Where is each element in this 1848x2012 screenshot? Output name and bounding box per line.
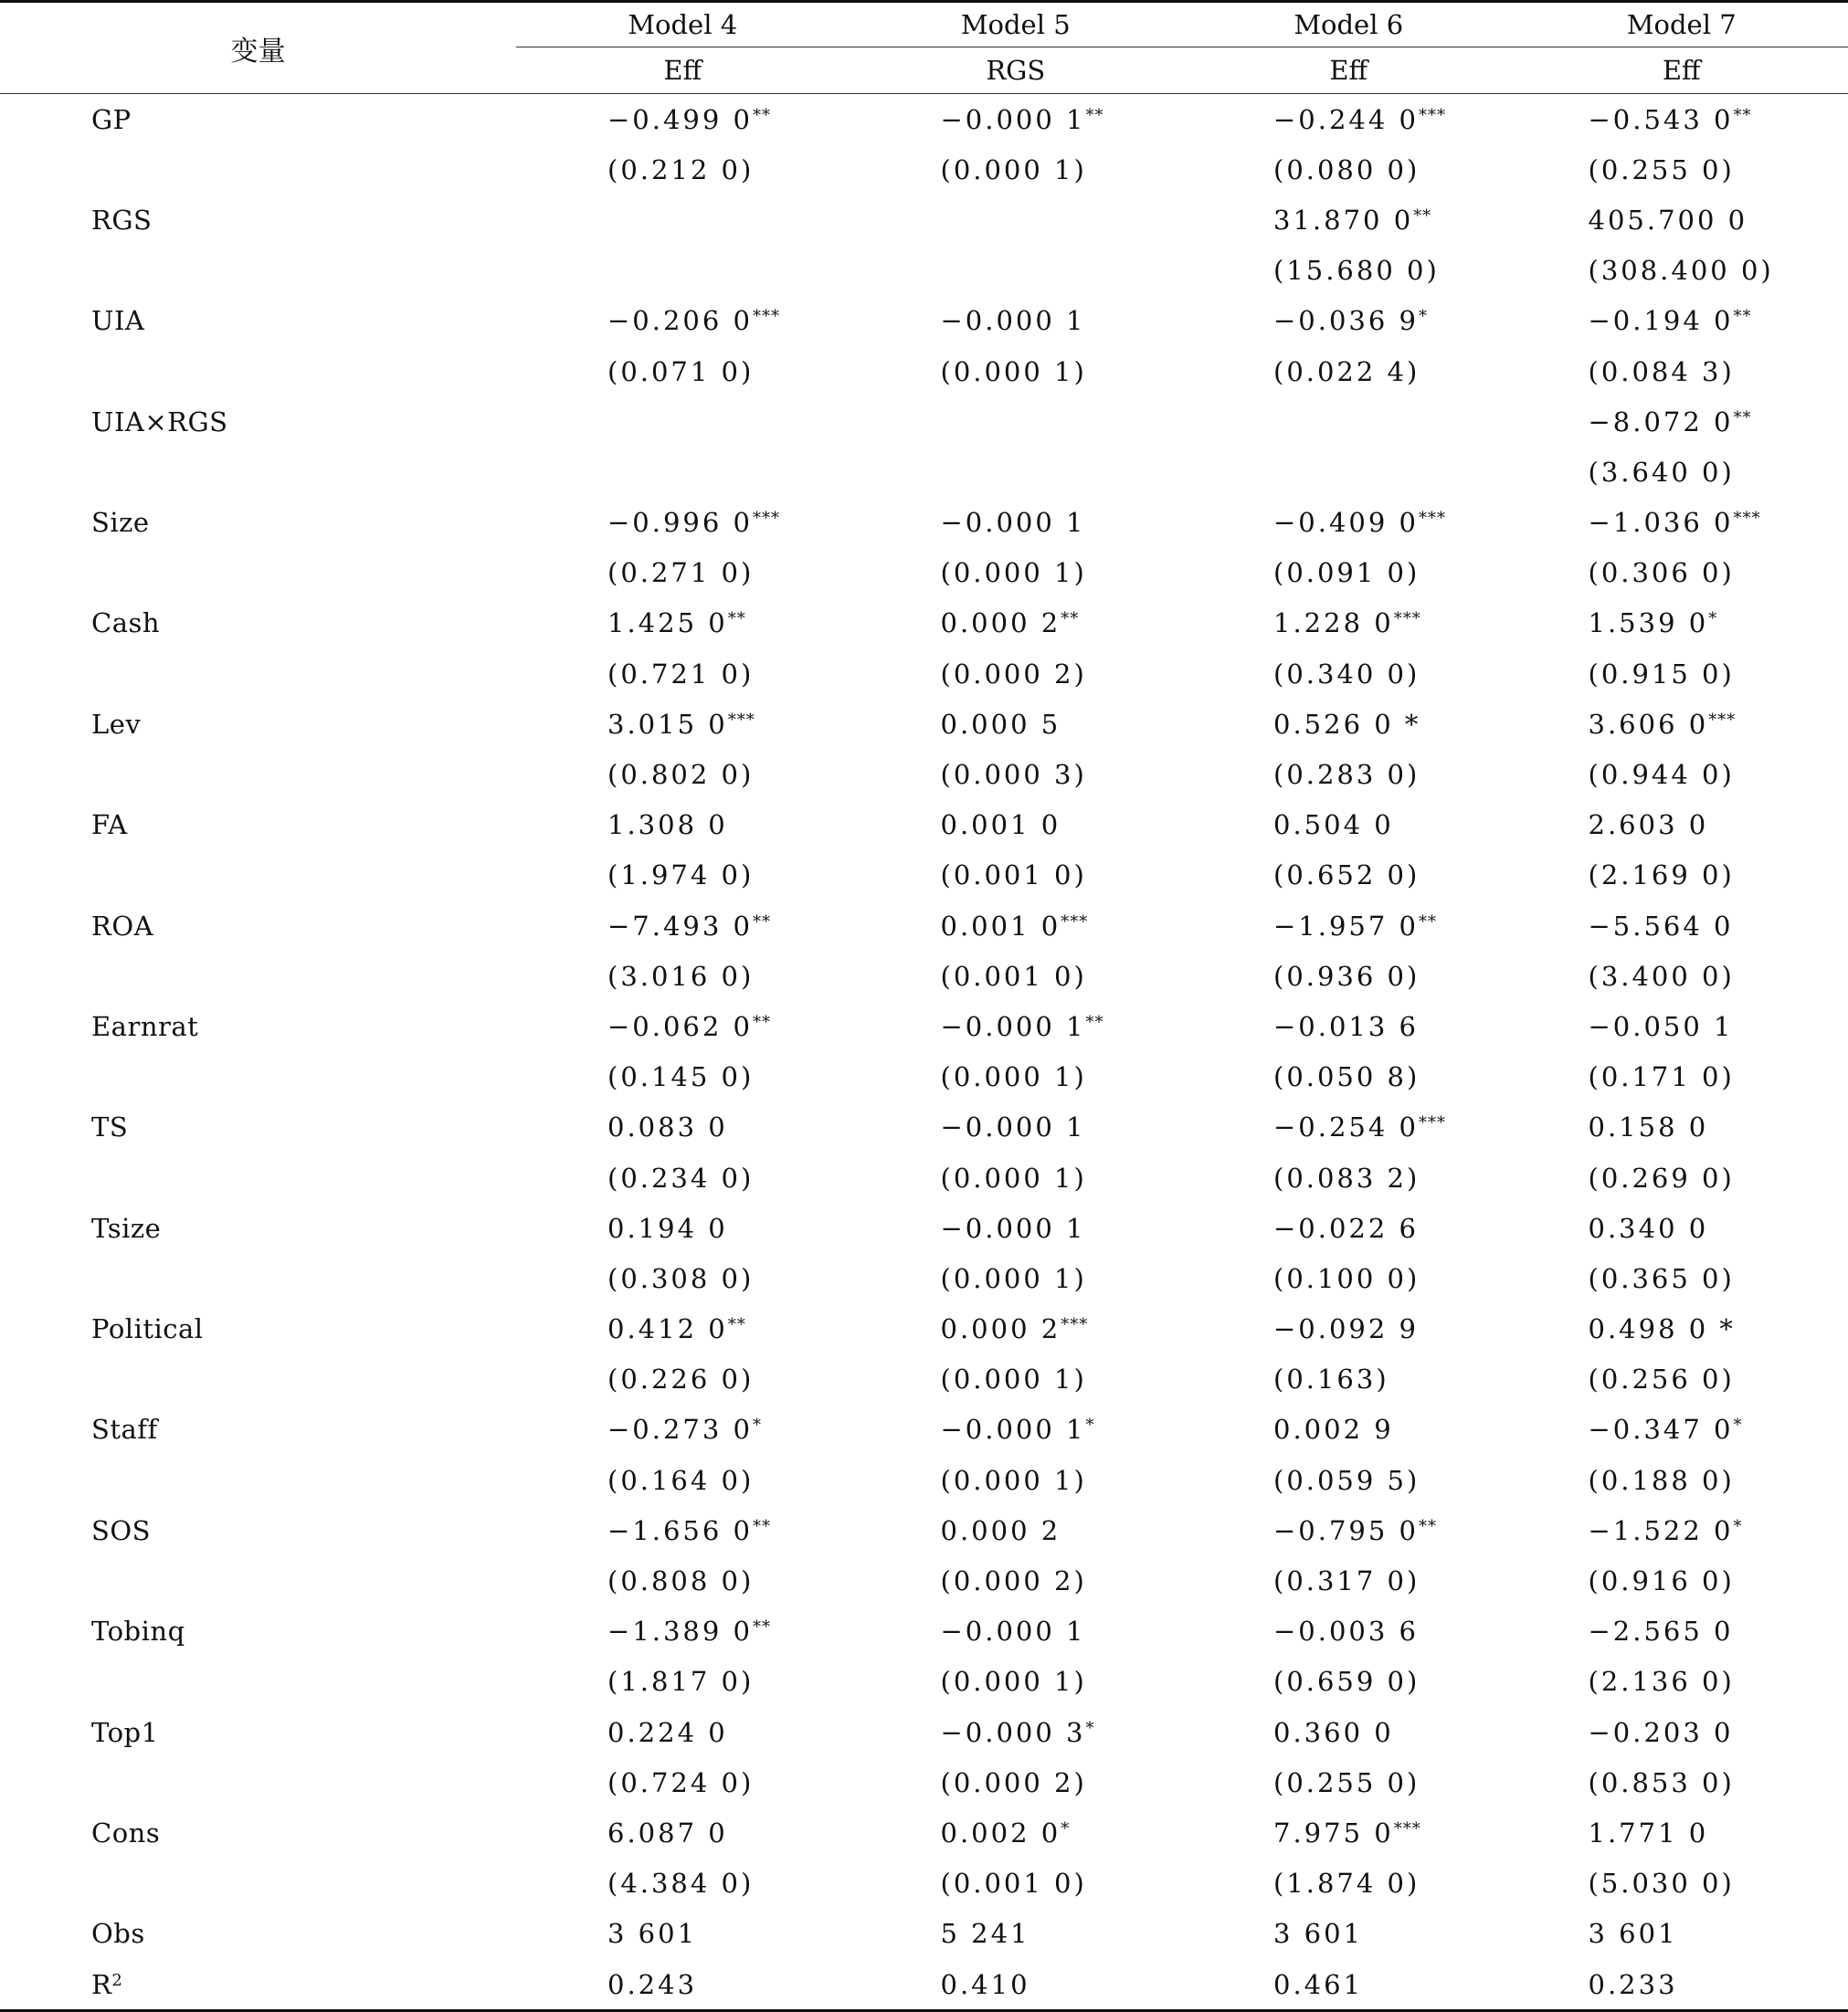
significance-stars: *** [1393,609,1421,629]
variable-name-cell: GP [91,103,132,135]
coefficient-cell: 3 601 [1588,1918,1678,1950]
significance-stars: ** [1419,911,1437,932]
coefficient-cell: 1.771 0 [1588,1817,1709,1849]
coefficient-cell: (0.000 3) [940,759,1087,791]
coefficient-cell: 3.015 0*** [607,708,755,740]
table-row [0,346,1848,396]
coefficient-cell: (0.000 1) [940,1162,1087,1194]
variable-name-cell: TS [91,1111,129,1143]
variable-name-cell: Cons [91,1817,161,1849]
coefficient-cell: (0.365 0) [1588,1262,1735,1294]
table-row [0,1757,1848,1807]
coefficient-cell: (0.080 0) [1273,153,1420,185]
significance-stars: ** [1061,609,1080,629]
significance-stars: *** [1061,911,1089,932]
significance-stars: *** [1061,1315,1089,1335]
significance-stars: * [1085,1718,1095,1738]
coefficient-cell: −0.000 1 [940,507,1086,539]
variable-name-cell: Staff [91,1414,158,1446]
coefficient-cell: −0.254 0*** [1273,1111,1446,1143]
significance-stars: *** [1393,1818,1421,1838]
coefficient-cell: −1.522 0* [1588,1514,1743,1546]
coefficient-cell: 0.083 0 [607,1111,728,1143]
coefficient-cell: (4.384 0) [607,1868,755,1900]
variable-name-cell [0,1455,516,1505]
coefficient-cell: (0.255 0) [1588,153,1735,185]
variable-header: 变量 [230,35,286,68]
significance-stars: ** [1733,407,1752,427]
table-row [0,1909,1848,1959]
variable-name-cell: Earnrat [91,1010,199,1042]
coefficient-cell: −0.244 0*** [1273,103,1446,135]
table-row [0,800,1848,850]
coefficient-cell: −0.062 0** [607,1010,771,1042]
table-row [0,396,1848,447]
variable-name-cell [0,548,516,598]
coefficient-cell: (0.936 0) [1273,960,1420,992]
variable-name-cell [0,749,516,799]
coefficient-cell: 0.410 [850,1959,1183,2011]
coefficient-cell: (0.000 2) [940,1565,1087,1597]
coefficient-cell: (3.640 0) [1588,456,1735,488]
coefficient-cell: 0.000 2** [940,607,1080,639]
significance-stars: *** [753,509,780,529]
coefficient-cell: 0.243 [516,1959,850,2011]
variable-name-cell [0,1859,516,1909]
table-row [0,850,1848,901]
variable-name-cell: Political [91,1313,204,1345]
dependent-variable-header: Eff [1515,47,1848,94]
table-row [0,1304,1848,1354]
significance-stars: *** [753,307,780,327]
significance-stars: * [1419,307,1428,327]
coefficient-cell: (0.001 0) [940,960,1087,992]
coefficient-cell: 1.228 0*** [1273,607,1421,639]
coefficient-cell: 0.194 0 [607,1212,728,1244]
variable-name-cell [0,648,516,699]
coefficient-cell [850,246,1183,296]
variable-name-cell [0,1253,516,1303]
coefficient-cell: (0.808 0) [607,1565,755,1597]
coefficient-cell: (0.916 0) [1588,1565,1735,1597]
table-row [0,1657,1848,1707]
variable-name-cell: Cash [91,607,161,639]
dependent-variable-header: Eff [516,47,850,94]
coefficient-cell [516,195,850,245]
significance-stars: ** [753,1516,771,1536]
significance-stars: * [753,1416,762,1436]
significance-stars: *** [1419,105,1446,125]
table-row [0,1555,1848,1606]
coefficient-cell: −0.206 0*** [607,305,780,337]
coefficient-cell: −0.000 1 [940,1111,1086,1143]
coefficient-cell: (0.226 0) [607,1364,755,1396]
coefficient-cell: −0.000 1* [940,1414,1095,1446]
coefficient-cell: 0.002 0* [940,1817,1071,1849]
coefficient-cell: 0.340 0 [1588,1212,1709,1244]
coefficient-cell: (0.212 0) [607,153,755,185]
coefficient-cell: 0.412 0** [607,1313,746,1345]
coefficient-cell: 0.001 0 [940,809,1061,841]
coefficient-cell: 0.233 [1515,1959,1848,2011]
coefficient-cell: −0.000 1 [940,1212,1086,1244]
coefficient-cell: −0.795 0** [1273,1514,1437,1546]
variable-name-cell [0,144,516,195]
table-row [0,498,1848,548]
coefficient-cell: 1.425 0** [607,607,746,639]
variable-name-cell: $R^2$ [0,1959,516,2011]
table-row [0,548,1848,598]
coefficient-cell: −0.000 1 [940,305,1086,337]
coefficient-cell [516,396,850,447]
variable-name-cell: UIA×RGS [91,406,228,437]
table-row [0,699,1848,749]
coefficient-cell: (0.256 0) [1588,1364,1735,1396]
coefficient-cell: (0.091 0) [1273,557,1420,589]
coefficient-cell: (0.659 0) [1273,1666,1420,1698]
significance-stars: ** [727,609,746,629]
table-row [0,1455,1848,1505]
coefficient-cell: (0.724 0) [607,1766,755,1798]
coefficient-cell: −5.564 0 [1588,910,1734,942]
table-row [0,1959,1848,2011]
coefficient-cell: 0.526 0 * [1273,708,1421,740]
coefficient-cell [850,447,1183,497]
coefficient-cell: (0.022 4) [1273,355,1420,387]
coefficient-cell: (0.000 1) [940,355,1087,387]
coefficient-cell: −0.996 0*** [607,507,780,539]
variable-name-cell: Top1 [91,1716,159,1748]
coefficient-cell: (0.171 0) [1588,1061,1735,1093]
coefficient-cell [850,195,1183,245]
variable-name-cell [0,1555,516,1606]
coefficient-cell: (1.974 0) [607,859,755,891]
table-row [0,749,1848,799]
coefficient-cell: (15.680 0) [1273,255,1440,287]
coefficient-cell: (0.652 0) [1273,859,1420,891]
variable-name-cell [0,1757,516,1807]
significance-stars: ** [1413,205,1432,226]
table-row [0,1405,1848,1455]
variable-name-cell [0,246,516,296]
coefficient-cell: (0.283 0) [1273,759,1420,791]
variable-name-cell: ROA [91,910,154,942]
coefficient-cell [1182,396,1515,447]
coefficient-cell: (0.000 1) [940,1666,1087,1698]
table-row [0,1807,1848,1858]
coefficient-cell: (0.001 0) [940,859,1087,891]
coefficient-cell: (0.163) [1273,1364,1389,1396]
coefficient-cell: (0.000 1) [940,153,1087,185]
significance-stars: * [1733,1516,1743,1536]
significance-stars: * [1061,1818,1071,1838]
coefficient-cell: (0.269 0) [1588,1162,1735,1194]
table-row [0,447,1848,497]
coefficient-cell: −0.000 1 [940,1616,1086,1648]
significance-stars: *** [1708,710,1737,730]
significance-stars: ** [1085,1012,1104,1032]
coefficient-cell: 0.002 9 [1273,1414,1394,1446]
coefficient-cell: −0.000 1** [940,1010,1104,1042]
model-header: Model 6 [1294,9,1404,40]
table-row [0,1102,1848,1153]
coefficient-cell: (0.000 2) [940,658,1087,690]
coefficient-cell: (0.188 0) [1588,1464,1735,1496]
coefficient-cell: (0.255 0) [1273,1766,1420,1798]
table-row [0,144,1848,195]
significance-stars: * [1733,1416,1743,1436]
table-row [0,94,1848,145]
variable-name-cell: UIA [91,305,145,337]
coefficient-cell: −1.656 0** [607,1514,771,1546]
coefficient-cell: (0.084 3) [1588,355,1735,387]
coefficient-cell: 1.308 0 [607,809,728,841]
table-body [0,94,1848,2011]
significance-stars: ** [1085,105,1104,125]
coefficient-cell: (0.059 5) [1273,1464,1420,1496]
variable-name-cell [0,447,516,497]
coefficient-cell: −0.203 0 [1588,1716,1734,1748]
variable-name-cell: Tobinq [91,1616,185,1648]
coefficient-cell: −0.013 6 [1273,1010,1419,1042]
coefficient-cell: 0.000 5 [940,708,1061,740]
table-row [0,648,1848,699]
variable-name-cell [0,1052,516,1102]
significance-stars: ** [727,1315,746,1335]
coefficient-cell: (0.000 2) [940,1766,1087,1798]
table-row [0,246,1848,296]
coefficient-cell: (5.030 0) [1588,1868,1735,1900]
coefficient-cell: −1.389 0** [607,1616,771,1648]
coefficient-cell: 6.087 0 [607,1817,728,1849]
significance-stars: *** [1419,509,1446,529]
coefficient-cell: −0.194 0** [1588,305,1752,337]
variable-name-cell: FA [91,809,128,841]
significance-stars: *** [1733,509,1761,529]
coefficient-cell: 405.700 0 [1588,204,1748,236]
coefficient-cell: 0.504 0 [1273,809,1394,841]
coefficient-cell: (0.001 0) [940,1868,1087,1900]
coefficient-cell: (2.169 0) [1588,859,1735,891]
coefficient-cell: −0.409 0*** [1273,507,1446,539]
coefficient-cell: 1.539 0* [1588,607,1718,639]
variable-name-cell: RGS [91,204,153,236]
coefficient-cell: 0.360 0 [1273,1716,1394,1748]
coefficient-cell: (308.400 0) [1588,255,1774,287]
coefficient-cell: 0.000 2 [940,1514,1061,1546]
coefficient-cell: −1.036 0*** [1588,507,1761,539]
coefficient-cell: 0.001 0*** [940,910,1089,942]
table-row [0,195,1848,245]
variable-name-cell [0,850,516,901]
table-row [0,1606,1848,1657]
coefficient-cell: (3.400 0) [1588,960,1735,992]
significance-stars: ** [1733,105,1752,125]
variable-name-cell: Lev [91,708,142,740]
table-row [0,1505,1848,1555]
significance-stars: ** [753,105,771,125]
coefficient-cell: −8.072 0** [1588,406,1752,437]
table-row [0,1153,1848,1203]
significance-stars: ** [1733,307,1752,327]
coefficient-cell: (0.340 0) [1273,658,1420,690]
coefficient-cell: 0.158 0 [1588,1111,1709,1143]
table-row [0,598,1848,648]
coefficient-cell: (3.016 0) [607,960,755,992]
coefficient-cell: −0.000 1** [940,103,1104,135]
coefficient-cell [1182,447,1515,497]
coefficient-cell: (0.317 0) [1273,1565,1420,1597]
coefficient-cell: (0.164 0) [607,1464,755,1496]
coefficient-cell: (0.944 0) [1588,759,1735,791]
coefficient-cell [850,396,1183,447]
coefficient-cell: 7.975 0*** [1273,1817,1421,1849]
coefficient-cell: (1.817 0) [607,1666,755,1698]
coefficient-cell: (0.853 0) [1588,1766,1735,1798]
coefficient-cell: (0.050 8) [1273,1061,1420,1093]
model-header: Model 4 [628,9,738,40]
coefficient-cell: 3 601 [607,1918,698,1950]
coefficient-cell: 3 601 [1273,1918,1364,1950]
table-row [0,1203,1848,1253]
coefficient-cell: (0.083 2) [1273,1162,1420,1194]
significance-stars: * [1708,609,1718,629]
table-row [0,951,1848,1001]
coefficient-cell: −0.092 9 [1273,1313,1419,1345]
model-header: Model 5 [960,9,1071,40]
significance-stars: * [1085,1416,1095,1436]
table-row [0,1707,1848,1757]
table-row [0,1052,1848,1102]
model-header: Model 7 [1626,9,1737,40]
coefficient-cell: (1.874 0) [1273,1868,1420,1900]
coefficient-cell: (0.000 1) [940,557,1087,589]
dependent-variable-header: RGS [850,47,1183,94]
coefficient-cell: (0.271 0) [607,557,755,589]
table-row [0,1253,1848,1303]
coefficient-cell: 0.461 [1182,1959,1515,2011]
variable-name-cell [0,1657,516,1707]
coefficient-cell: −0.499 0** [607,103,771,135]
table-row [0,1859,1848,1909]
variable-name-cell [0,1153,516,1203]
coefficient-cell: (0.145 0) [607,1061,755,1093]
coefficient-cell: −7.493 0** [607,910,771,942]
coefficient-cell: (0.000 1) [940,1061,1087,1093]
coefficient-cell: 31.870 0** [1273,204,1432,236]
coefficient-cell: (0.802 0) [607,759,755,791]
coefficient-cell: (0.000 1) [940,1262,1087,1294]
significance-stars: ** [753,1617,771,1638]
coefficient-cell: (0.721 0) [607,658,755,690]
significance-stars: ** [753,911,771,932]
variable-name-cell [0,951,516,1001]
coefficient-cell: (0.000 1) [940,1364,1087,1396]
coefficient-cell: (0.100 0) [1273,1262,1420,1294]
variable-name-cell [0,1354,516,1405]
variable-name-cell [0,346,516,396]
coefficient-cell [516,246,850,296]
coefficient-cell: 3.606 0*** [1588,708,1737,740]
table-row [0,1354,1848,1405]
coefficient-cell: (0.308 0) [607,1262,755,1294]
coefficient-cell: (2.136 0) [1588,1666,1735,1698]
coefficient-cell: −1.957 0** [1273,910,1437,942]
coefficient-cell: 2.603 0 [1588,809,1709,841]
coefficient-cell: (0.306 0) [1588,557,1735,589]
coefficient-cell: (0.915 0) [1588,658,1735,690]
coefficient-cell: −0.003 6 [1273,1616,1419,1648]
coefficient-cell [516,447,850,497]
coefficient-cell: 0.000 2*** [940,1313,1089,1345]
coefficient-cell: −0.022 6 [1273,1212,1419,1244]
coefficient-cell: −0.543 0** [1588,103,1752,135]
table-header [0,2,1848,94]
table-row [0,901,1848,951]
variable-name-cell: Obs [91,1918,145,1950]
coefficient-cell: (0.071 0) [607,355,755,387]
coefficient-cell: −0.000 3* [940,1716,1095,1748]
variable-name-cell: Tsize [91,1212,162,1244]
coefficient-cell: 0.498 0 * [1588,1313,1736,1345]
coefficient-cell: −0.050 1 [1588,1010,1734,1042]
significance-stars: *** [1419,1113,1446,1133]
coefficient-cell: −2.565 0 [1588,1616,1734,1648]
table-row [0,1001,1848,1051]
significance-stars: *** [727,710,755,730]
coefficient-cell: −0.273 0* [607,1414,762,1446]
coefficient-cell: (0.234 0) [607,1162,755,1194]
coefficient-cell: (0.000 1) [940,1464,1087,1496]
variable-name-cell: Size [91,507,150,539]
coefficient-cell: 0.224 0 [607,1716,728,1748]
dependent-variable-header: Eff [1182,47,1515,94]
coefficient-cell: 5 241 [940,1918,1030,1950]
table-row [0,296,1848,346]
significance-stars: ** [753,1012,771,1032]
coefficient-cell: −0.347 0* [1588,1414,1743,1446]
coefficient-cell: −0.036 9* [1273,305,1428,337]
variable-name-cell: SOS [91,1514,152,1546]
significance-stars: ** [1419,1516,1437,1536]
